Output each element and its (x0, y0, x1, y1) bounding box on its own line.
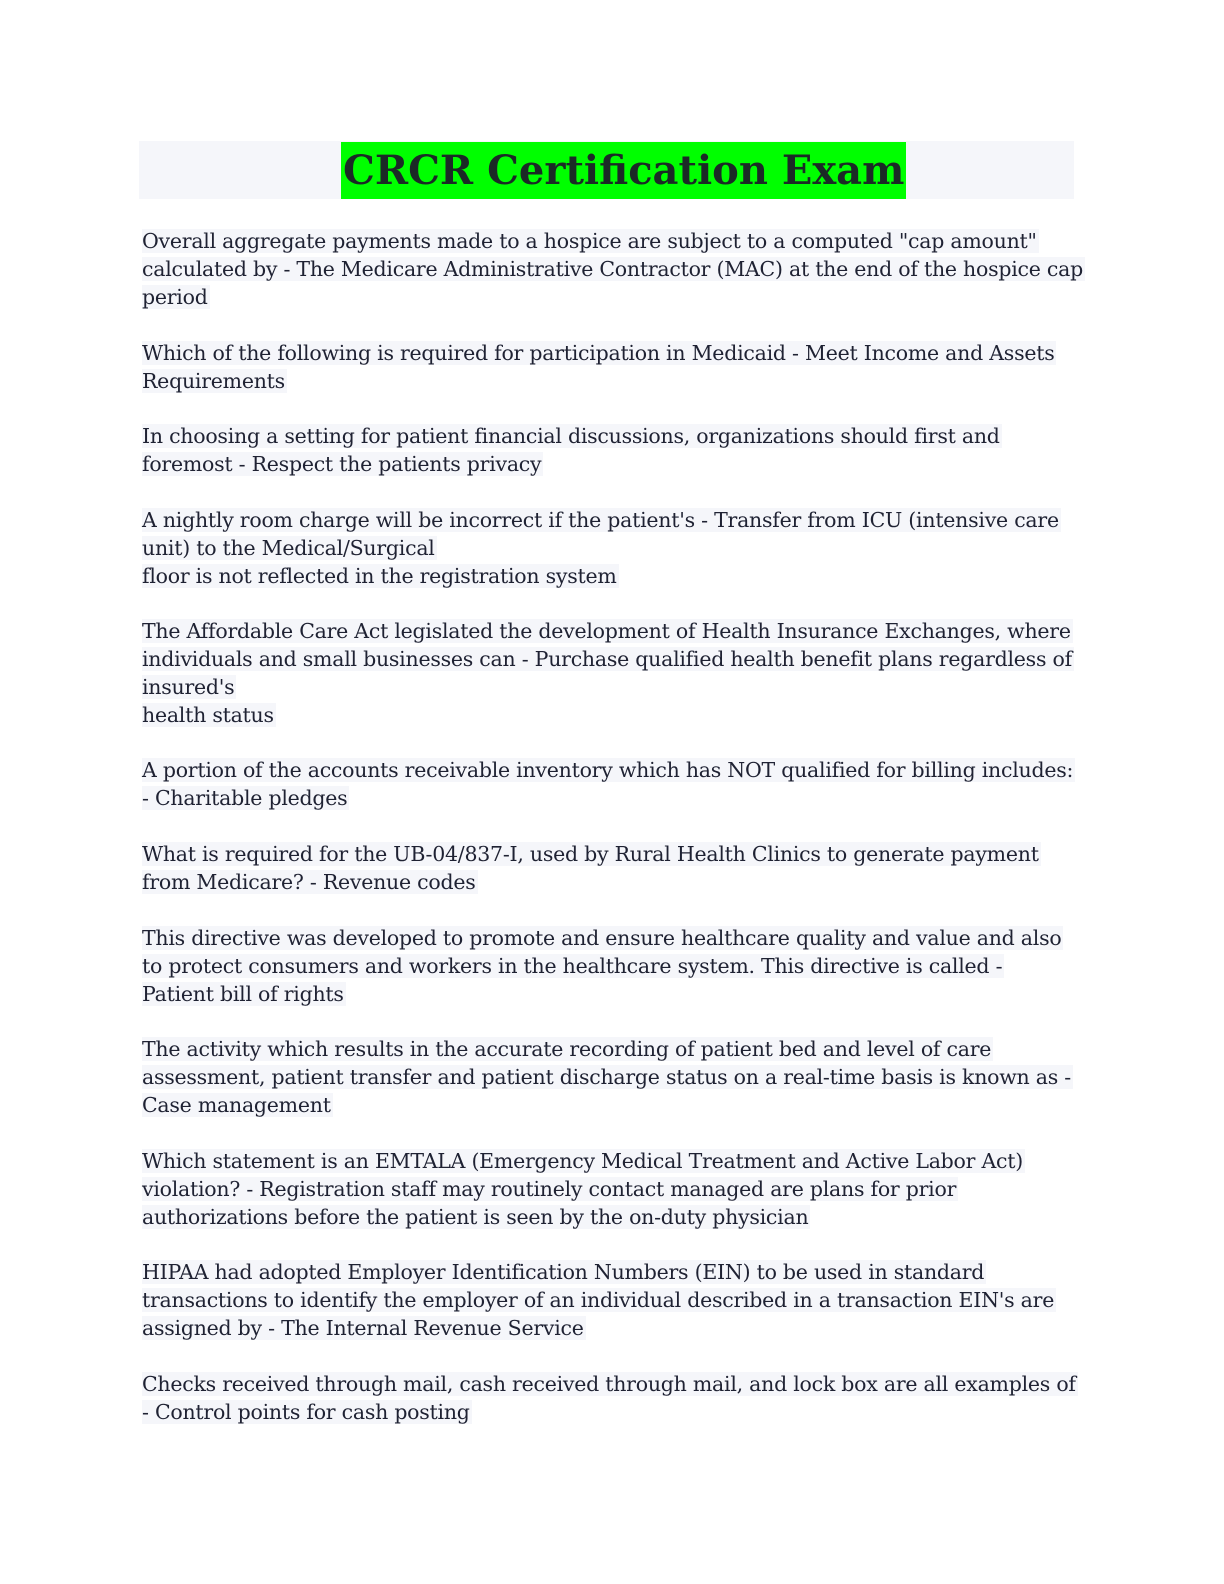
qa-line: health status (142, 703, 274, 727)
qa-line: - Charitable pledges (142, 786, 348, 810)
qa-line: insured's (142, 675, 235, 699)
qa-line: assessment, patient transfer and patient discharge status on a real-time basis is known as - (142, 1065, 1071, 1089)
qa-line: Overall aggregate payments made to a hospice are subject to a computed "cap amount" (142, 229, 1037, 253)
qa-item (142, 1035, 1087, 1119)
qa-line: foremost - Respect the patients privacy (142, 452, 542, 476)
qa-line: - Control points for cash posting (142, 1400, 470, 1424)
qa-item (142, 1147, 1087, 1231)
qa-line: HIPAA had adopted Employer Identification Numbers (EIN) to be used in standard (142, 1260, 985, 1284)
qa-line: calculated by - The Medicare Administrative Contractor (MAC) at the end of the hospice cap (142, 257, 1083, 281)
qa-line: unit) to the Medical/Surgical (142, 536, 435, 560)
qa-line: transactions to identify the employer of an individual described in a transaction EIN's are (142, 1288, 1055, 1312)
qa-line: Which statement is an EMTALA (Emergency Medical Treatment and Active Labor Act) (142, 1149, 1023, 1173)
qa-item (142, 422, 1087, 478)
qa-line: authorizations before the patient is seen by the on-duty physician (142, 1205, 809, 1229)
qa-line: In choosing a setting for patient financial discussions, organizations should first and (142, 424, 1000, 448)
qa-item (142, 339, 1087, 395)
qa-item (142, 227, 1087, 311)
qa-line: What is required for the UB-04/837-I, used by Rural Health Clinics to generate payment (142, 842, 1039, 866)
qa-line: A nightly room charge will be incorrect if the patient's - Transfer from ICU (intensive care (142, 508, 1059, 532)
qa-line: from Medicare? - Revenue codes (142, 870, 476, 894)
document-title: CRCR Certification Exam (341, 142, 906, 199)
qa-item (142, 1370, 1087, 1426)
qa-line: to protect consumers and workers in the healthcare system. This directive is called - (142, 954, 1003, 978)
qa-line: individuals and small businesses can - Purchase qualified health benefit plans regardless of (142, 647, 1072, 671)
qa-item (142, 924, 1087, 1008)
qa-line: period (142, 285, 208, 309)
qa-line: Checks received through mail, cash received through mail, and lock box are all examples of (142, 1372, 1076, 1396)
qa-line: Requirements (142, 369, 285, 393)
qa-item (142, 756, 1087, 812)
qa-line: The activity which results in the accurate recording of patient bed and level of care (142, 1037, 992, 1061)
qa-line: Which of the following is required for participation in Medicaid - Meet Income and Assets (142, 341, 1055, 365)
qa-line: The Affordable Care Act legislated the development of Health Insurance Exchanges, where (142, 619, 1071, 643)
qa-item (142, 1258, 1087, 1342)
qa-item (142, 617, 1087, 729)
qa-line: A portion of the accounts receivable inventory which has NOT qualified for billing includes: (142, 758, 1074, 782)
qa-line: Patient bill of rights (142, 982, 344, 1006)
qa-line: floor is not reflected in the registration system (142, 564, 617, 588)
qa-line: violation? - Registration staff may routinely contact managed are plans for prior (142, 1177, 957, 1201)
qa-line: This directive was developed to promote and ensure healthcare quality and value and also (142, 926, 1062, 950)
qa-line: Case management (142, 1093, 331, 1117)
qa-item (142, 506, 1087, 590)
qa-line: assigned by - The Internal Revenue Service (142, 1316, 584, 1340)
qa-item (142, 840, 1087, 896)
